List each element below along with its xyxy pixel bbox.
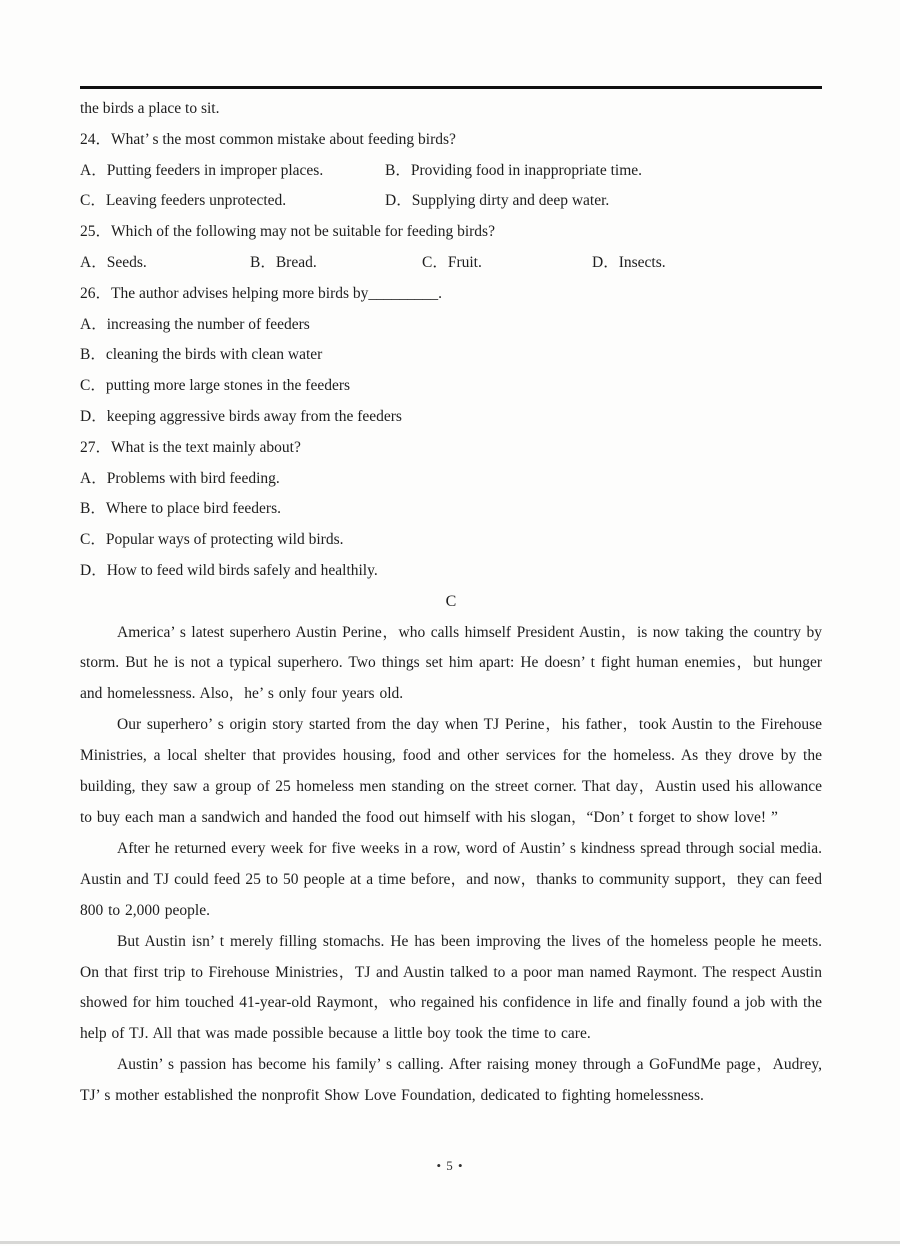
- continuation-line: the birds a place to sit.: [80, 100, 220, 117]
- page-number: • 5 •: [436, 1158, 464, 1173]
- option-24-a: A．Putting feeders in improper places.: [80, 161, 324, 179]
- option-27-a: A．Problems with bird feeding.: [80, 469, 280, 487]
- question-25-stem: 25．Which of the following may not be suitable for feeding birds?: [80, 223, 495, 241]
- option-27-d: D．How to feed wild birds safely and healthily.: [80, 561, 378, 579]
- question-24-stem: 24．What’ s the most common mistake about feeding birds?: [80, 130, 456, 148]
- option-25-a: A．Seeds.: [80, 253, 147, 271]
- option-25-c: C．Fruit.: [422, 253, 482, 271]
- question-27-stem: 27．What is the text mainly about?: [80, 438, 301, 456]
- page-content: [80, 94, 822, 1112]
- passage-paragraph-2: Our superhero’ s origin story started from the day when TJ Perine，his father，took Austin to the Firehouse Ministries, a local shelter that provides housing, food and other services for the homeless. As they drove by the building, they saw a group of 25 homeless men standing on the street corner. That day，Austin used his allowance to buy each man a sandwich and handed the food out himself with his slogan，“Don’ t forget to show love! ”: [80, 716, 822, 826]
- question-24-options-row-1: [80, 156, 822, 187]
- page-bottom-edge: [0, 1241, 900, 1244]
- option-26-b: B．cleaning the birds with clean water: [80, 346, 323, 364]
- question-24-options-row-2: [80, 186, 822, 217]
- question-26-stem: 26．The author advises helping more birds by_________.: [80, 284, 443, 302]
- option-24-d: D．Supplying dirty and deep water.: [385, 192, 610, 210]
- section-c-heading: C: [445, 592, 457, 610]
- option-26-d: D．keeping aggressive birds away from the feeders: [80, 407, 402, 425]
- passage-paragraph-4: But Austin isn’ t merely filling stomachs. He has been improving the lives of the homeless people he meets. On that first trip to Firehouse Ministries，TJ and Austin talked to a poor man named Raymont. The respect Austin showed for him touched 41-year-old Raymont，who regained his confidence in life and finally found a job with the help of TJ. All that was made possible because a little boy took the time to care.: [80, 932, 822, 1043]
- option-26-a: A．increasing the number of feeders: [80, 315, 310, 333]
- question-25-options-row: [80, 248, 822, 279]
- option-25-b: B．Bread.: [250, 253, 317, 271]
- option-26-c: C．putting more large stones in the feeders: [80, 377, 351, 395]
- header-rule: [80, 86, 822, 89]
- option-27-b: B．Where to place bird feeders.: [80, 500, 281, 518]
- passage-paragraph-3: After he returned every week for five weeks in a row, word of Austin’ s kindness spread through social media. Austin and TJ could feed 25 to 50 people at a time before，and now，thanks to community support，they can feed 800 to 2,000 people.: [80, 839, 822, 919]
- option-27-c: C．Popular ways of protecting wild birds.: [80, 531, 344, 549]
- passage-paragraph-1: America’ s latest superhero Austin Perine，who calls himself President Austin，is now taking the country by storm. But he is not a typical superhero. Two things set him apart: He doesn’ t fight human enemies，but hunger and homelessness. Also，he’ s only four years old.: [80, 623, 822, 703]
- option-25-d: D．Insects.: [592, 253, 666, 271]
- passage-paragraph-5: Austin’ s passion has become his family’ s calling. After raising money through a GoFundMe page，Audrey, TJ’ s mother established the nonprofit Show Love Foundation, dedicated to fighting homelessness.: [80, 1056, 822, 1105]
- option-24-b: B．Providing food in inappropriate time.: [385, 161, 643, 179]
- option-24-c: C．Leaving feeders unprotected.: [80, 192, 287, 210]
